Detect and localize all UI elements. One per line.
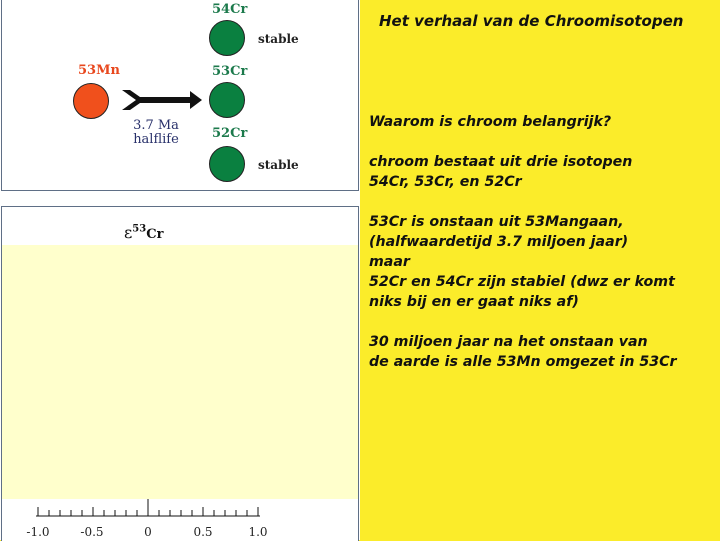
element-symbol: Cr (146, 227, 164, 242)
text-line: Waarom is chroom belangrijk? (369, 114, 612, 130)
text-line: maar (369, 254, 410, 270)
epsilon-cr-plot (1, 206, 359, 541)
text-line: 52Cr en 54Cr zijn stabiel (dwz er komt (369, 274, 675, 290)
tick-label-neg1: -1.0 (26, 525, 50, 539)
mn53-label: 53Mn (78, 63, 120, 78)
tick-label-neg05: -0.5 (80, 525, 104, 539)
halflife-annotation (126, 119, 186, 147)
stable-label-top: stable (258, 32, 299, 46)
tick-label-1: 1.0 (248, 525, 268, 539)
x-axis (2, 495, 358, 541)
text-line: 54Cr, 53Cr, en 52Cr (369, 174, 522, 190)
decay-diagram (1, 0, 359, 191)
text-line: 30 miljoen jaar na het onstaan van (369, 334, 648, 350)
plot-area (2, 245, 358, 499)
text-line: (halfwaardetijd 3.7 miljoen jaar) (369, 234, 629, 250)
left-figure-column (0, 0, 360, 540)
stable-label-bottom: stable (258, 158, 299, 172)
cr54-atom (209, 20, 245, 56)
cr53-label: 53Cr (212, 64, 248, 79)
halflife-value: 3.7 Ma (133, 118, 179, 133)
slide-title: Het verhaal van de Chroomisotopen (379, 12, 684, 30)
text-line: 53Cr is onstaan uit 53Mangaan, (369, 214, 624, 230)
cr53-atom (209, 82, 245, 118)
cr52-label: 52Cr (212, 126, 248, 141)
halflife-word: halflife (133, 132, 179, 147)
slide-body (369, 112, 714, 372)
plot-title (124, 223, 163, 242)
decay-arrow-icon (120, 88, 204, 112)
cr54-label: 54Cr (212, 2, 248, 17)
tick-label-05: 0.5 (193, 525, 213, 539)
epsilon-symbol: ε (124, 223, 133, 242)
tick-label-zero: 0 (144, 525, 152, 539)
text-line: niks bij en er gaat niks af) (369, 294, 579, 310)
mass-number: 53 (132, 223, 147, 235)
cr52-atom (209, 146, 245, 182)
mn53-atom (73, 83, 109, 119)
text-line: chroom bestaat uit drie isotopen (369, 154, 633, 170)
text-line: de aarde is alle 53Mn omgezet in 53Cr (369, 354, 677, 370)
